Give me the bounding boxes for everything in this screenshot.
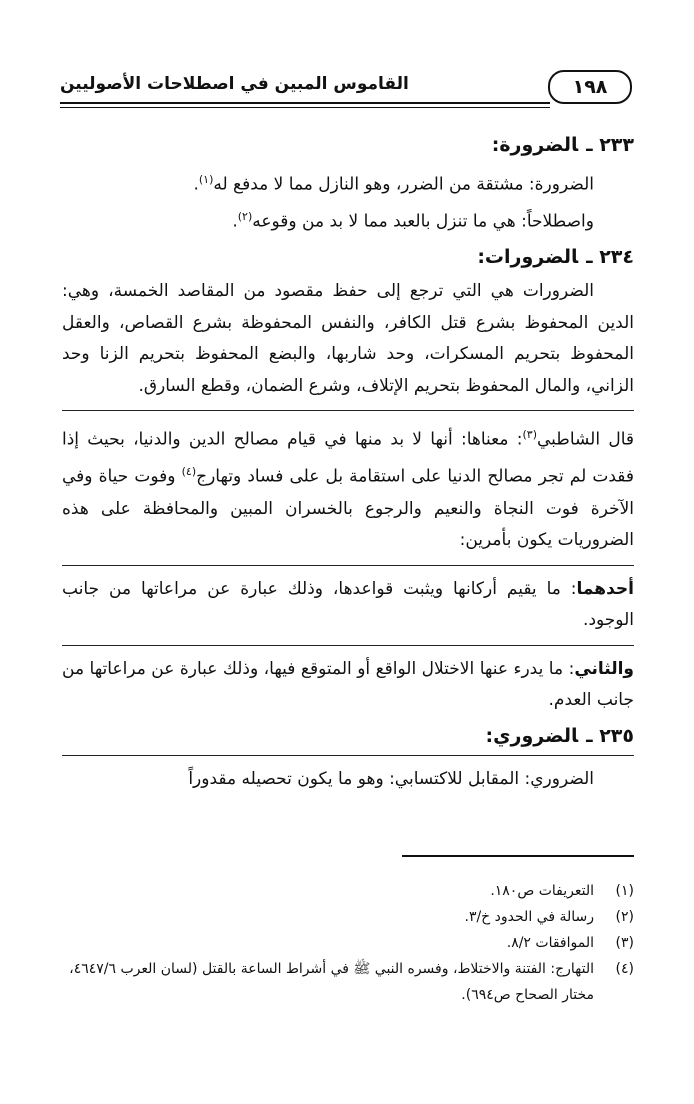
footnote-number: (٢) [615,909,634,925]
entry-title: الضرورات: [477,246,579,269]
enumeration-label: أحدهما [576,578,634,599]
footnote-separator [402,855,634,857]
entry-number: ٢٣٤ ـ [586,246,634,269]
main-content [62,130,634,803]
footnote-text: التهارج: الفتنة والاختلاط، وفسره النبي ﷺ في أشراط الساعة بالقتل (لسان العرب ٤٦٤٧/٦، مختار الصحاح ص٦٩٤). [69,961,594,1003]
enumeration-label: والثاني [574,658,634,679]
footnote-ref: (٣) [522,428,537,442]
entry-title: الضروري: [485,724,579,747]
footnote [62,930,634,956]
footnote-number: (٣) [615,935,634,951]
entry-heading [62,725,634,747]
footnote-text: رسالة في الحدود خ/٣. [464,909,594,925]
footnote-ref: (٢) [237,210,253,224]
page-number: ١٩٨ [548,70,632,104]
header-rule-thin [60,107,550,108]
footnote-number: (٤) [615,961,634,977]
footnotes [62,878,634,1008]
footnote-ref: (١) [198,173,214,186]
entry-title: الضرورة: [491,134,579,156]
paragraph: والثاني: ما يدرء عنها الاختلال الواقع أو المتوقع فيها، وذلك عبارة عن مراعاتها من جانب العدم. [62,645,634,717]
entry-number: ٢٣٣ ـ [586,134,634,156]
paragraph: قال الشاطبي$^{(٣)}$: معناها: أنها لا بد منها في قيام مصالح الدين والدنيا، بحيث إذا فقدت لم تجر مصالح الدنيا على استقامة بل على فساد وتهارج$^{(٤)}$ وفوت حياة وفي الآخرة فوت النجاة والنعيم والرجوع بالخسران المبين والمحافظة على هذه الضروريات يكون بأمرين: [62,410,634,556]
entry-heading [62,134,634,156]
footnote [62,904,634,930]
paragraph: الضرورات هي التي ترجع إلى حفظ مقصود من المقاصد الخمسة، وهي: الدين المحفوظ بشرع قتل الكافر، والنفس المحفوظة بشرع القصاص، والعقل المحفوظ بتحريم المسكرات، وحد شاربها، والبضع المحفوظ بتحريم الزنا وحد الزاني، والمال المحفوظ بتحريم الإتلاف، وشرع الضمان، وقطع السارق. [62,281,634,396]
footnote-number: (١) [615,883,634,899]
footnote-text: التعريفات ص١٨٠. [490,883,594,899]
entry-number: ٢٣٥ ـ [586,724,634,747]
header-rule [60,102,550,104]
entry-heading [62,246,634,268]
footnote [62,956,634,1008]
paragraph: واصطلاحاً: هي ما تنزل بالعبد مما لا بد من وقوعه$^{(٢)}$. [232,210,594,232]
paragraph: الضروري: المقابل للاكتسابي: وهو ما يكون تحصيله مقدوراً [62,755,634,796]
footnote-text: الموافقات ٨/٢. [506,935,594,951]
footnote-ref: (٤) [181,465,197,479]
page-header [60,62,632,106]
paragraph: أحدهما: ما يقيم أركانها ويثبت قواعدها، وذلك عبارة عن مراعاتها من جانب الوجود. [62,565,634,637]
paragraph: الضرورة: مشتقة من الضرر، وهو النازل مما لا مدفع له$^{(١)}$. [193,173,594,195]
footnote [62,878,634,904]
running-title: القاموس المبين في اصطلاحات الأصوليين [60,74,409,94]
